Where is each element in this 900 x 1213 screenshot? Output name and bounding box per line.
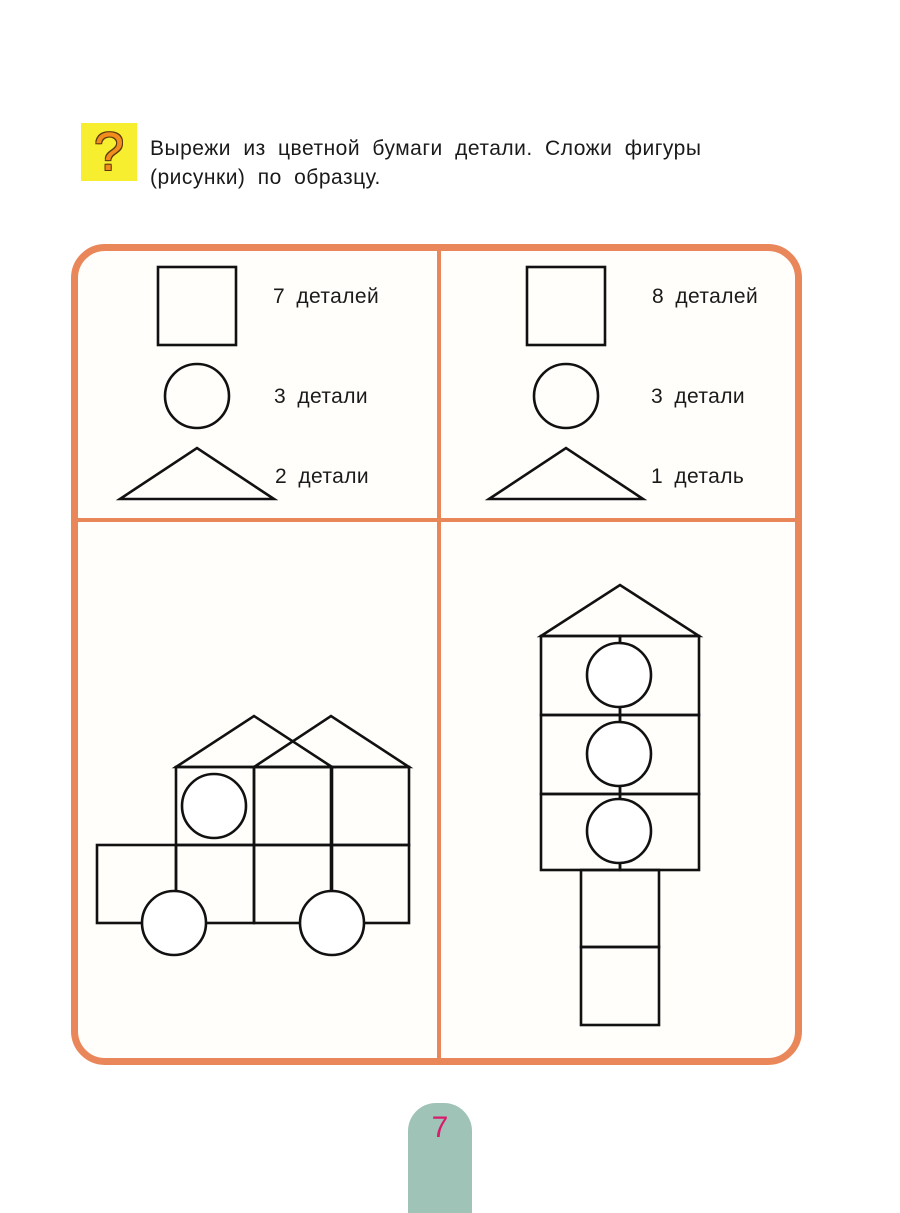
traffic-light-circle-1 (587, 643, 651, 707)
instruction-line-1: Вырежи из цветной бумаги детали. Сложи фигуры (150, 137, 702, 160)
left-square-shape (158, 267, 236, 345)
traffic-light-figure (541, 585, 699, 1025)
right-circles-count: 3 детали (651, 385, 745, 408)
traffic-light-pole-square-2 (581, 947, 659, 1025)
instruction-line-2: (рисунки) по образцу. (150, 166, 381, 189)
right-circle-shape (534, 364, 598, 428)
car-wheel-left (142, 891, 206, 955)
traffic-light-roof (541, 585, 699, 636)
left-triangles-count: 2 детали (275, 465, 369, 488)
traffic-light-pole-square-1 (581, 870, 659, 947)
right-triangles-count: 1 деталь (651, 465, 745, 488)
page-number-tab (408, 1103, 472, 1213)
left-circle-shape (165, 364, 229, 428)
left-circles-count: 3 детали (274, 385, 368, 408)
car-top-square-2 (254, 767, 332, 845)
left-squares-count: 7 деталей (273, 285, 380, 308)
page-number: 7 (431, 1111, 449, 1144)
question-glyph: ? (93, 122, 125, 182)
car-figure (97, 716, 409, 955)
car-roof-left (176, 716, 332, 767)
car-wheel-right (300, 891, 364, 955)
right-square-shape (527, 267, 605, 345)
car-top-square-3 (331, 767, 409, 845)
left-triangle-shape (120, 448, 274, 499)
car-window-circle (182, 774, 246, 838)
car-roof-right (254, 716, 409, 767)
right-triangle-shape (489, 448, 643, 499)
traffic-light-circle-2 (587, 722, 651, 786)
right-squares-count: 8 деталей (652, 285, 759, 308)
traffic-light-circle-3 (587, 799, 651, 863)
